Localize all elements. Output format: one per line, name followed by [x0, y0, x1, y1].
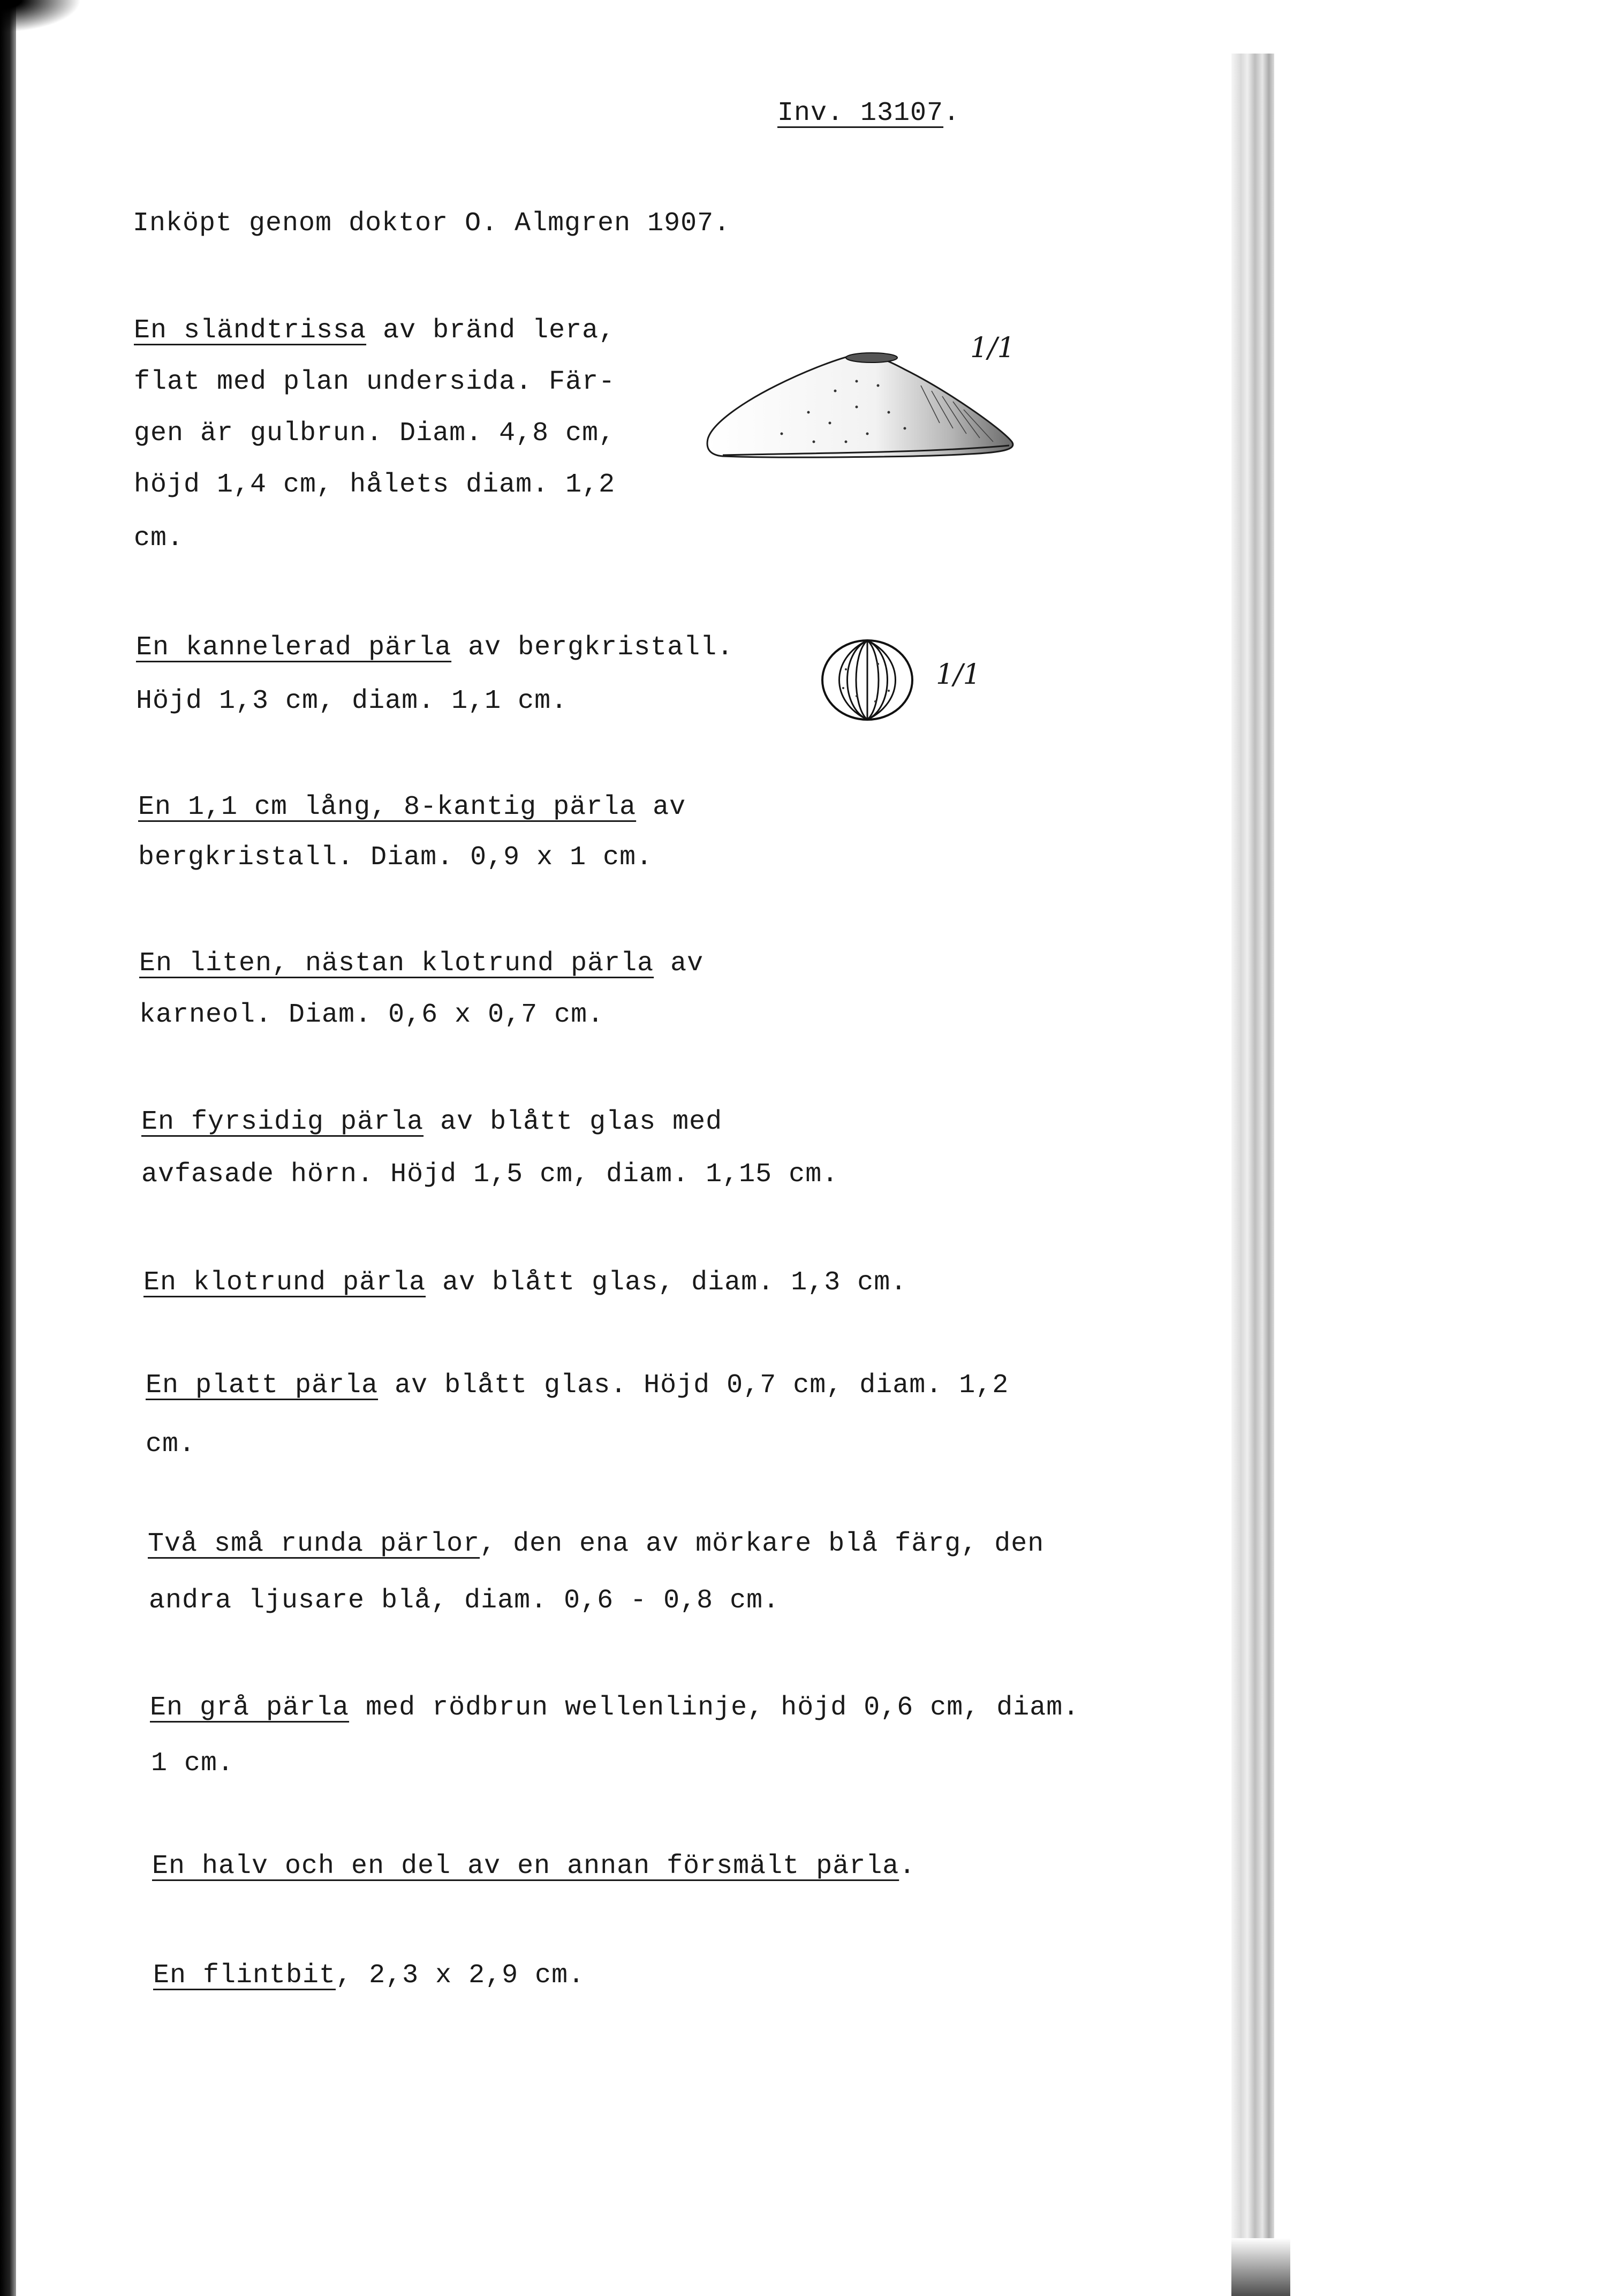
entry-title: En liten, nästan klotrund pärla	[139, 948, 654, 979]
entry-fluted-bead-line-2: Höjd 1,3 cm, diam. 1,1 cm.	[136, 686, 568, 716]
entry-round-bead	[143, 1267, 907, 1299]
entry-text: av bergkristall.	[451, 632, 734, 663]
entry-flat-bead-line-2: cm.	[146, 1429, 196, 1460]
entry-text: av bränd lera,	[366, 315, 616, 346]
entry-text: av	[636, 792, 686, 822]
spindle-whorl-scale: 1/1	[970, 332, 1015, 364]
entry-text: , 2,3 x 2,9 cm.	[336, 1960, 585, 1991]
entry-octagonal-bead-line-1	[138, 791, 686, 824]
entry-title: En 1,1 cm lång, 8-kantig pärla	[138, 792, 637, 822]
entry-grey-bead-line-1	[150, 1692, 1079, 1724]
inventory-number-text: Inv. 13107	[777, 98, 944, 129]
entry-spindle-whorl-line-3: gen är gulbrun. Diam. 4,8 cm,	[134, 418, 616, 449]
entry-spindle-whorl-line-5: cm.	[134, 523, 184, 554]
inventory-number-dot: .	[943, 98, 960, 129]
entry-text: av blått glas med	[423, 1107, 723, 1137]
entry-spindle-whorl-line-4: höjd 1,4 cm, hålets diam. 1,2	[134, 470, 616, 500]
acquisition-note: Inköpt genom doktor O. Almgren 1907.	[133, 208, 731, 239]
entry-title: En kannelerad pärla	[136, 632, 452, 663]
entry-fluted-bead-line-1	[136, 632, 733, 664]
entry-grey-bead-line-2: 1 cm.	[151, 1748, 234, 1779]
entry-title: En fyrsidig pärla	[141, 1107, 424, 1137]
entry-flat-bead-line-1	[146, 1370, 1009, 1402]
entry-fused-bead	[152, 1851, 916, 1883]
inventory-number	[777, 97, 960, 130]
entry-title: En grå pärla	[150, 1693, 350, 1723]
spindle-whorl-icon	[701, 348, 1023, 460]
entry-flint	[153, 1960, 585, 1992]
bead-scale: 1/1	[936, 659, 981, 691]
entry-two-beads-line-2: andra ljusare blå, diam. 0,6 - 0,8 cm.	[149, 1585, 780, 1616]
entry-text: av blått glas, diam. 1,3 cm.	[426, 1267, 907, 1298]
entry-title: En sländtrissa	[134, 315, 367, 346]
page-corner-shadow	[0, 0, 80, 32]
entry-four-sided-bead-line-2: avfasade hörn. Höjd 1,5 cm, diam. 1,15 cm.	[141, 1159, 839, 1190]
entry-title: En halv och en del av en annan försmält pärla	[152, 1851, 899, 1882]
entry-spindle-whorl-line-1	[134, 315, 615, 347]
fluted-bead-icon	[819, 637, 916, 723]
entry-text: av	[654, 948, 704, 979]
entry-text: , den ena av mörkare blå färg, den	[480, 1529, 1045, 1559]
entry-text: med rödbrun wellenlinje, höjd 0,6 cm, diam.	[349, 1693, 1080, 1723]
page-binding-shadow	[0, 0, 16, 2296]
entry-four-sided-bead-line-1	[141, 1106, 722, 1138]
entry-carnelian-bead-line-2: karneol. Diam. 0,6 x 0,7 cm.	[139, 1000, 604, 1030]
entry-title: En platt pärla	[146, 1370, 379, 1401]
entry-octagonal-bead-line-2: bergkristall. Diam. 0,9 x 1 cm.	[138, 842, 653, 873]
entry-two-beads-line-1	[148, 1528, 1044, 1560]
entry-spindle-whorl-line-2: flat med plan undersida. Fär-	[134, 367, 616, 397]
entry-text: .	[899, 1851, 916, 1882]
entry-title: En flintbit	[153, 1960, 336, 1991]
entry-carnelian-bead-line-1	[139, 948, 703, 980]
page-stack-edge	[1231, 54, 1274, 2249]
entry-title: En klotrund pärla	[143, 1267, 426, 1298]
entry-title: Två små runda pärlor	[148, 1529, 480, 1559]
entry-text: av blått glas. Höjd 0,7 cm, diam. 1,2	[378, 1370, 1009, 1401]
page-stack-shadow	[1231, 2238, 1290, 2296]
